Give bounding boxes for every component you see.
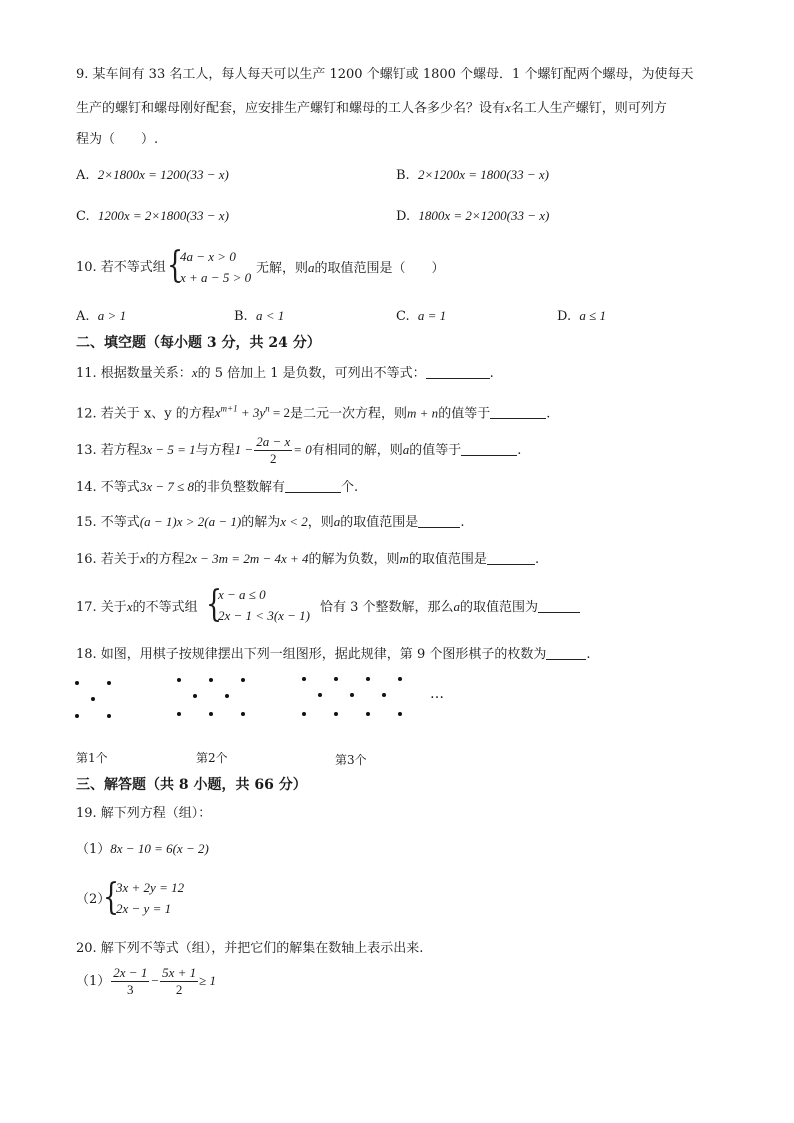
figure-3-caption: 第3个	[335, 753, 367, 767]
q14-text-b: 的非负整数解有	[194, 480, 286, 495]
option-label: D.	[396, 209, 411, 224]
q9-option-d	[396, 207, 549, 226]
q16-text-d: 的取值范围是	[408, 552, 487, 567]
answer-blank[interactable]	[538, 598, 580, 613]
q19-sys-line2: 2x − y = 1	[116, 901, 172, 916]
figure-2-caption: 第2个	[196, 751, 228, 765]
q13-fraction	[254, 434, 292, 467]
q15-text-d: 的取值范围是	[340, 515, 419, 530]
q11	[76, 364, 494, 383]
q9-line2-a: 生产的螺钉和螺母刚好配套，应安排生产螺钉和螺母的工人各多少名？设有	[76, 101, 506, 116]
q10-pre: 10. 若不等式组	[76, 260, 166, 275]
figure-ellipsis: …	[430, 686, 445, 702]
q19-part2-label: （2）	[76, 892, 111, 907]
q12-eq-y: + 3y	[237, 405, 266, 421]
q19-title: 19. 解下列方程（组）：	[76, 806, 212, 821]
q15-text-a: 15. 不等式	[76, 515, 140, 530]
q19-part1-label: （1）	[76, 842, 111, 857]
chess-piece	[177, 678, 181, 682]
chess-piece	[302, 712, 306, 716]
q17-text-c: 恰有 3 个整数解，那么	[320, 600, 454, 615]
q20-tail: ≥ 1	[199, 973, 217, 988]
chess-piece	[241, 678, 245, 682]
q17-text-b: 的不等式组	[132, 600, 198, 615]
chess-piece	[302, 677, 306, 681]
answer-blank[interactable]	[487, 550, 535, 565]
q16-expr: 2x − 3m = 2m − 4x + 4	[184, 551, 309, 566]
q13-num: 2a − x	[256, 434, 291, 449]
chess-piece	[398, 677, 402, 681]
chess-piece	[75, 714, 79, 718]
q17-var: x	[126, 599, 133, 614]
q13-lead: 1 −	[234, 442, 254, 457]
q16-text-b: 的方程	[145, 552, 185, 567]
q16-var: x	[139, 551, 146, 566]
q12-text-a: 12. 若关于 x、y 的方程	[76, 406, 215, 422]
q20-fraction2	[160, 965, 198, 998]
chess-piece	[334, 712, 338, 716]
q10-post-a: 无解，则	[256, 261, 309, 276]
q19-part1-expr: 8x − 10 = 6(x − 2)	[110, 841, 209, 856]
q9-line2-b: 名工人生产螺钉，则可列方	[510, 101, 667, 116]
q11-text-a: 11. 根据数量关系：	[76, 366, 192, 381]
q10-system	[180, 246, 251, 288]
q10-brace: {	[167, 245, 184, 286]
q20-title: 20. 解下列不等式（组），并把它们的解集在数轴上表示出来.	[76, 941, 424, 956]
q16-end: .	[534, 552, 540, 567]
option-expr: 2×1200x = 1800(33 − x)	[417, 167, 549, 182]
q13-text-a: 13. 若方程	[76, 443, 140, 458]
q11-var: x	[191, 365, 198, 380]
q16-text-c: 的解为负数，则	[308, 552, 400, 567]
q20-f1-num: 2x − 1	[113, 965, 148, 980]
option-expr: a > 1	[97, 308, 127, 323]
q15-text-c: ，则	[307, 515, 334, 530]
option-expr: 2×1800x = 1200(33 − x)	[97, 167, 229, 182]
q9-option-b	[396, 166, 549, 185]
chess-piece	[209, 678, 213, 682]
answer-blank[interactable]	[285, 478, 341, 493]
answer-blank[interactable]	[546, 645, 586, 660]
chess-piece	[366, 677, 370, 681]
q14-expr: 3x − 7 ≤ 8	[139, 479, 194, 494]
q12-exp1: m+1	[220, 404, 238, 414]
q13-tail: = 0	[293, 442, 312, 457]
option-expr: a < 1	[255, 308, 285, 323]
option-label: C.	[396, 309, 410, 324]
q17-post	[320, 598, 580, 617]
q19-sys-line1: 3x + 2y = 12	[116, 880, 185, 895]
answer-blank[interactable]	[490, 404, 546, 419]
q16-text-a: 16. 若关于	[76, 552, 140, 567]
q16	[76, 550, 539, 569]
q13-text-d: 的值等于	[409, 443, 462, 458]
q17-sys-line2: 2x − 1 < 3(x − 1)	[218, 608, 311, 623]
q20-f1-den: 3	[127, 982, 134, 997]
q12-end: .	[546, 406, 551, 422]
q10-sys-line1: 4a − x > 0	[180, 249, 236, 264]
chess-piece	[107, 681, 111, 685]
q17-pre	[76, 598, 198, 617]
q14	[76, 478, 358, 497]
q13-var: a	[402, 442, 410, 457]
q15-var: a	[333, 514, 341, 529]
q12-text-b: 是二元一次方程，则	[290, 406, 408, 422]
q15	[76, 513, 464, 532]
q17-text-d: 的取值范围为	[460, 600, 539, 615]
q13-text-b: 与方程	[195, 443, 235, 458]
option-expr: 1200x = 2×1800(33 − x)	[97, 208, 229, 223]
chess-piece	[241, 712, 245, 716]
q17-var2: a	[453, 599, 461, 614]
q18	[76, 645, 590, 664]
q10-post-b: 的取值范围是（ ）	[314, 261, 445, 276]
q9-var: x	[505, 100, 511, 115]
option-expr: 1800x = 2×1200(33 − x)	[418, 208, 550, 223]
q15-solution: x < 2	[280, 514, 308, 529]
q12-exp2: n	[265, 404, 270, 414]
q9-line1: 9. 某车间有 33 名工人，每人每天可以生产 1200 个螺钉或 1800 个螺母．1 个螺钉配两个螺母，为使每天	[76, 67, 694, 82]
q17-sys-line1: x − a ≤ 0	[218, 587, 266, 602]
chess-piece	[91, 697, 95, 701]
q10-option-b	[234, 307, 284, 326]
q9-line2	[76, 99, 667, 118]
q12-eq-x: x	[214, 405, 221, 421]
answer-blank[interactable]	[426, 364, 490, 379]
q15-expr: (a − 1)x > 2(a − 1)	[139, 514, 242, 529]
option-label: C.	[76, 209, 90, 224]
q18-text: 18. 如图，用棋子按规律摆出下列一组图形，据此规律，第 9 个图形棋子的枚数为	[76, 647, 547, 662]
q11-text-b: 的 5 倍加上 1 是负数，可列出不等式：	[197, 366, 426, 381]
chess-piece	[366, 712, 370, 716]
q9-option-a	[76, 166, 229, 185]
q20-f2-den: 2	[175, 982, 183, 997]
section-heading-solve: 三、解答题（共 8 小题，共 66 分）	[76, 777, 307, 793]
q13-end: .	[517, 443, 522, 458]
q19-part1	[76, 840, 209, 859]
q20-fraction1	[111, 965, 149, 998]
q12-equation	[215, 405, 290, 420]
q16-var2: m	[399, 551, 409, 566]
chess-piece	[225, 694, 229, 698]
q15-text-b: 的解为	[241, 515, 281, 530]
option-expr: a = 1	[417, 308, 447, 323]
option-label: B.	[234, 309, 248, 324]
q14-text-a: 14. 不等式	[76, 480, 140, 495]
q20-part1-label: （1）	[76, 974, 111, 989]
chess-piece	[334, 677, 338, 681]
q13-text-c: 有相同的解，则	[311, 443, 403, 458]
q10-option-c	[396, 307, 446, 326]
answer-blank[interactable]	[461, 441, 517, 456]
q10-option-d	[557, 307, 606, 326]
q20-minus: −	[150, 973, 160, 988]
q12-expr: m + n	[407, 405, 439, 421]
chess-piece	[75, 681, 79, 685]
chess-piece	[318, 693, 322, 697]
q20-part1	[76, 962, 216, 1001]
chess-piece	[350, 693, 354, 697]
chess-piece	[193, 694, 197, 698]
q17-text-a: 17. 关于	[76, 600, 127, 615]
q12-text-c: 的值等于	[438, 406, 491, 422]
q13	[76, 432, 521, 469]
option-expr: a ≤ 1	[579, 308, 606, 323]
q9-line3: 程为（ ）.	[76, 132, 159, 147]
q9-option-c	[76, 207, 229, 226]
option-label: D.	[557, 309, 572, 324]
chess-piece	[398, 712, 402, 716]
q10-post	[256, 259, 445, 278]
chess-piece	[177, 712, 181, 716]
q14-text-c: 个.	[341, 480, 359, 495]
q11-end: .	[489, 366, 494, 381]
chess-piece	[209, 712, 213, 716]
option-label: A.	[76, 309, 90, 324]
q19-system	[116, 877, 184, 919]
q19-brace: {	[103, 877, 120, 918]
q17-brace: {	[206, 584, 223, 625]
q13-eq1: 3x − 5 = 1	[139, 442, 196, 457]
option-label: B.	[396, 168, 410, 183]
section-heading-fill-in: 二、填空题（每小题 3 分，共 24 分）	[76, 335, 321, 351]
option-label: A.	[76, 168, 90, 183]
q10-sys-line2: x + a − 5 > 0	[180, 270, 252, 285]
chess-piece	[107, 714, 111, 718]
q10-var: a	[308, 260, 315, 275]
q18-end: .	[586, 647, 591, 662]
q10-option-a	[76, 307, 126, 326]
q17-system	[218, 584, 310, 626]
q12	[76, 400, 550, 423]
figure-1-caption: 第1个	[76, 751, 108, 765]
q20-f2-num: 5x + 1	[162, 965, 197, 980]
chess-piece	[382, 693, 386, 697]
q12-eq-rhs: = 2	[269, 405, 290, 421]
answer-blank[interactable]	[418, 513, 460, 528]
q15-end: .	[460, 515, 465, 530]
q13-den: 2	[269, 451, 277, 466]
